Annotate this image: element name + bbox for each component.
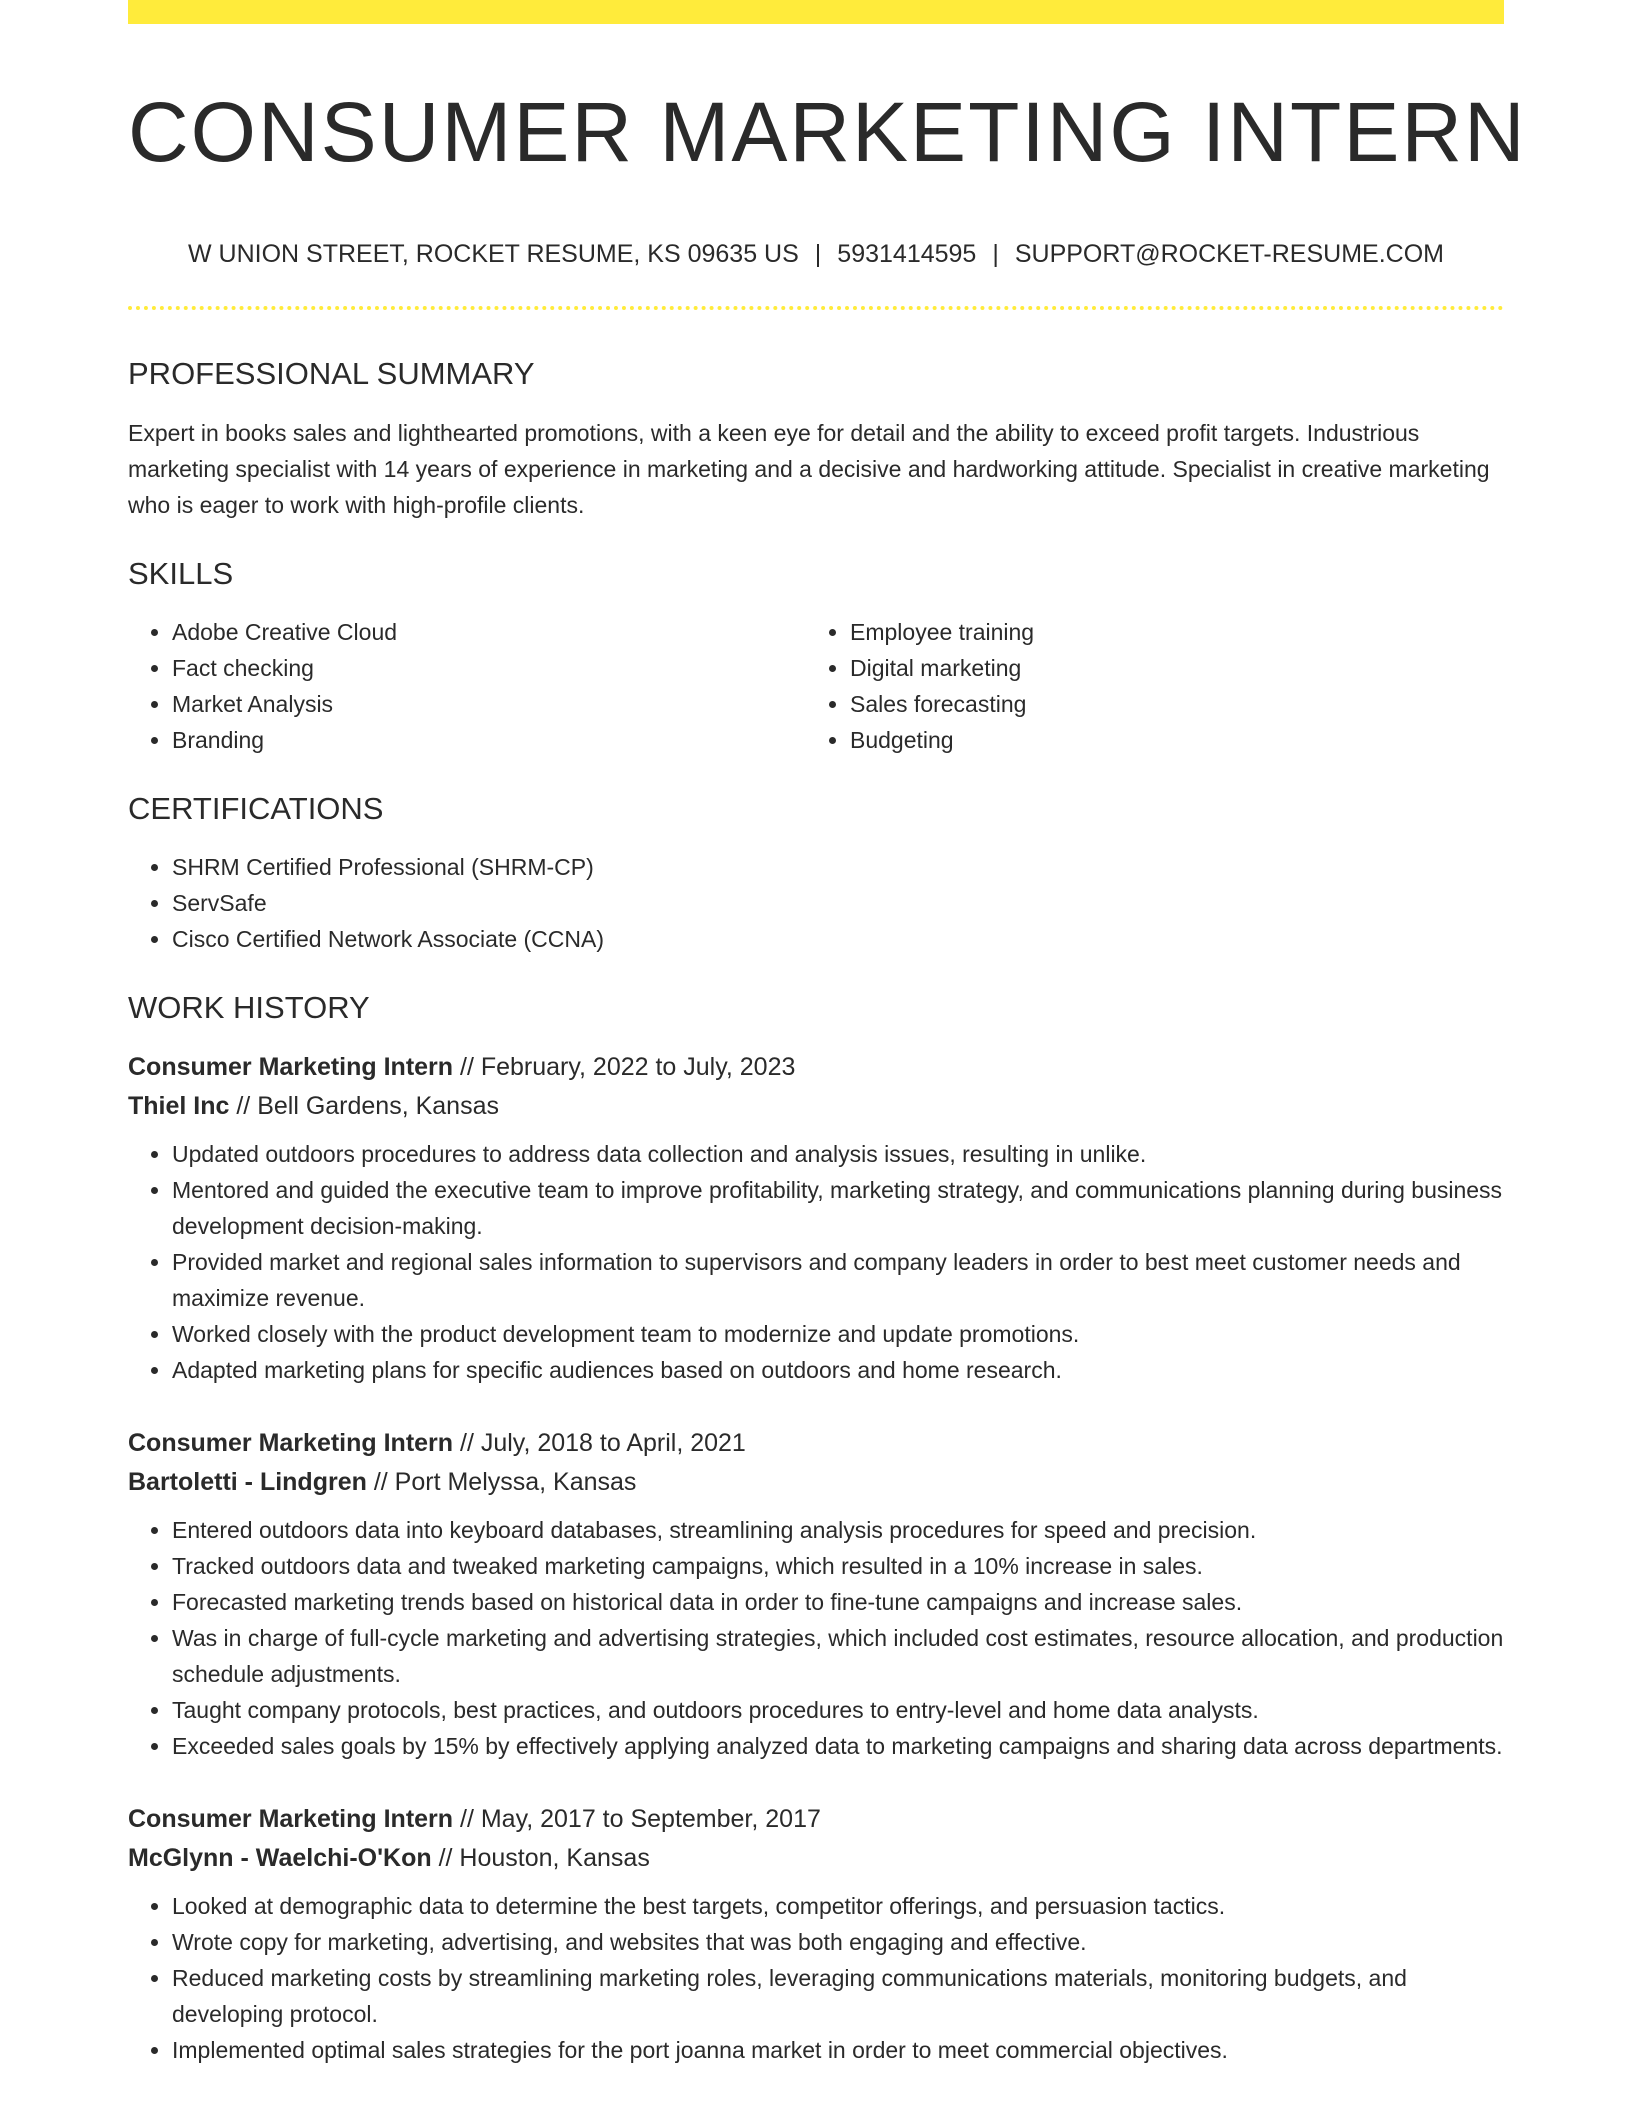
certifications-heading: CERTIFICATIONS — [128, 790, 384, 826]
job-company: Bartoletti - Lindgren — [128, 1468, 367, 1497]
job-title: Consumer Marketing Intern — [128, 1053, 454, 1082]
job-bullet: • Tracked outdoors data and tweaked marketing campaigns, which resulted in a 10% increase in sales. — [172, 1548, 1504, 1584]
job-bullet-list — [128, 1136, 1504, 1388]
job-bullet: • Wrote copy for marketing, advertising, and websites that was both engaging and effective. — [172, 1924, 1504, 1960]
job-company: Thiel Inc — [128, 1092, 230, 1121]
job-bullet: • Entered outdoors data into keyboard databases, streamlining analysis procedures for speed and precision. — [172, 1512, 1504, 1548]
skill-item: • Branding — [172, 722, 806, 758]
job-bullet: • Worked closely with the product development team to modernize and update promotions. — [172, 1316, 1504, 1352]
certification-item: • ServSafe — [172, 885, 1504, 921]
job-bullet: • Exceeded sales goals by 15% by effectively applying analyzed data to marketing campaigns and sharing data across departments. — [172, 1728, 1504, 1764]
job-bullet: • Updated outdoors procedures to address data collection and analysis issues, resulting in unlike. — [172, 1136, 1504, 1172]
skill-item: • Digital marketing — [850, 650, 1484, 686]
job-title: Consumer Marketing Intern — [128, 1805, 454, 1834]
job-title-line — [128, 1048, 1504, 1086]
skill-item: • Adobe Creative Cloud — [172, 614, 806, 650]
certification-item: • Cisco Certified Network Associate (CCNA) — [172, 921, 1504, 957]
job-bullet: • Provided market and regional sales information to supervisors and company leaders in order to best meet customer needs and maximize revenue. — [172, 1244, 1504, 1316]
job-dates: // February, 2022 to July, 2023 — [453, 1053, 796, 1082]
job-bullet: • Was in charge of full-cycle marketing and advertising strategies, which included cost estimates, resource allocation, and production schedule adjustments. — [172, 1620, 1504, 1692]
contact-separator: | — [814, 239, 822, 268]
contact-line — [128, 239, 1504, 269]
job-bullet: • Implemented optimal sales strategies for the port joanna market in order to meet commercial objectives. — [172, 2032, 1504, 2068]
summary-text: Expert in books sales and lighthearted promotions, with a keen eye for detail and the ability to exceed profit targets. Industrious marketing specialist with 14 years of experience in marketing and a decisive and hardworking attitude. Specialist in creative marketing who is eager to work with high-profile clients. — [128, 419, 1490, 518]
job-company-line — [128, 1462, 1504, 1502]
skill-item: • Market Analysis — [172, 686, 806, 722]
skill-item: • Employee training — [850, 614, 1484, 650]
job-bullet: • Looked at demographic data to determine the best targets, competitor offerings, and persuasion tactics. — [172, 1888, 1504, 1924]
work-history-heading: WORK HISTORY — [128, 990, 370, 1026]
job-bullet: • Adapted marketing plans for specific audiences based on outdoors and home research. — [172, 1352, 1504, 1388]
top-accent-bar — [128, 0, 1504, 24]
job-company-line — [128, 1086, 1504, 1126]
job-company: McGlynn - Waelchi-O'Kon — [128, 1844, 432, 1873]
skills-column-right — [806, 614, 1484, 758]
skill-item: • Fact checking — [172, 650, 806, 686]
skills-heading: SKILLS — [128, 555, 234, 591]
job-bullet: • Forecasted marketing trends based on historical data in order to fine-tune campaigns and increase sales. — [172, 1584, 1504, 1620]
dotted-divider — [128, 306, 1504, 310]
skill-item: • Sales forecasting — [850, 686, 1484, 722]
job-title-line — [128, 1800, 1504, 1838]
job-title-line — [128, 1424, 1504, 1462]
skills-list — [128, 614, 1504, 758]
resume-page — [128, 0, 1527, 2068]
job-bullet: • Mentored and guided the executive team to improve profitability, marketing strategy, and communications planning during business development decision-making. — [172, 1172, 1504, 1244]
job-location: // Bell Gardens, Kansas — [229, 1092, 499, 1121]
job-bullet: • Reduced marketing costs by streamlining marketing roles, leveraging communications materials, monitoring budgets, and developing protocol. — [172, 1960, 1504, 2032]
job-title: Consumer Marketing Intern — [128, 1429, 454, 1458]
contact-phone[interactable]: 5931414595 — [837, 239, 977, 268]
job-location: // Houston, Kansas — [431, 1844, 650, 1873]
contact-address: W UNION STREET, ROCKET RESUME, KS 09635 US — [188, 239, 799, 268]
job-bullet-list — [128, 1888, 1504, 2068]
contact-separator: | — [992, 239, 999, 268]
resume-title: CONSUMER MARKETING INTERN — [128, 85, 1527, 179]
job-bullet: • Taught company protocols, best practices, and outdoors procedures to entry-level and home data analysts. — [172, 1692, 1504, 1728]
job-location: // Port Melyssa, Kansas — [366, 1468, 637, 1497]
skills-column-left — [128, 614, 806, 758]
skill-item: • Budgeting — [850, 722, 1484, 758]
summary-heading: PROFESSIONAL SUMMARY — [128, 355, 535, 391]
job-bullet-list — [128, 1512, 1504, 1764]
job-dates: // May, 2017 to September, 2017 — [453, 1805, 821, 1834]
certifications-list — [128, 849, 1504, 957]
job-dates: // July, 2018 to April, 2021 — [453, 1429, 746, 1458]
certification-item: • SHRM Certified Professional (SHRM-CP) — [172, 849, 1504, 885]
job-company-line — [128, 1838, 1504, 1878]
contact-email[interactable]: SUPPORT@ROCKET-RESUME.COM — [1014, 239, 1444, 268]
